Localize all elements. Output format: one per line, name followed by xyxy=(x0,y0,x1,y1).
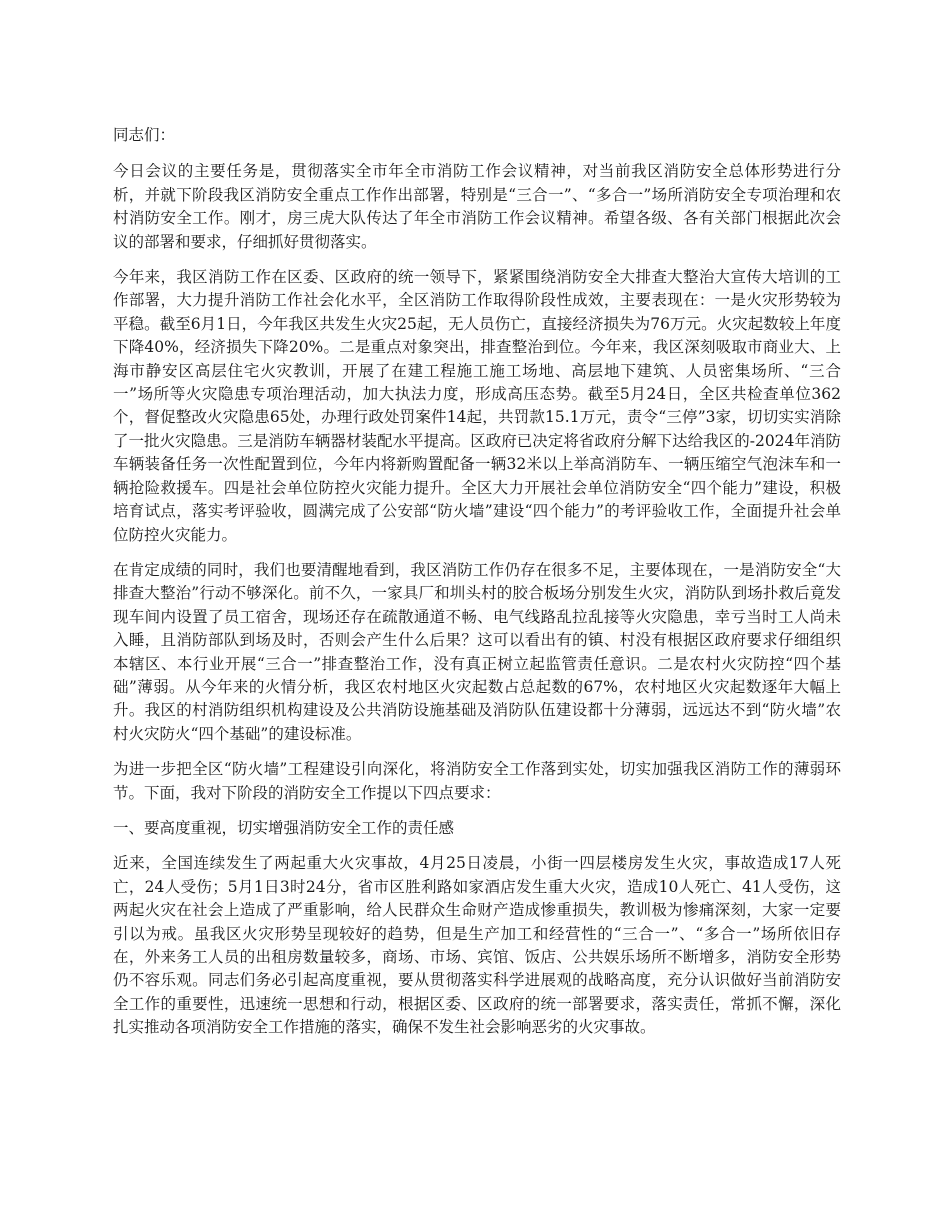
paragraph-recent-fires: 近来，全国连续发生了两起重大火灾事故，4月25日凌晨，小街一四层楼房发生火灾，事故造成17人死亡，24人受伤；5月1日3时24分，省市区胜利路如家酒店发生重大火灾，造成10人死亡、41人受伤，这两起火灾在社会上造成了严重影响，给人民群众生命财产造成惨重损失，教训极为惨痛深刻，大家一定要引以为戒。虽我区火灾形势呈现较好的趋势，但是生产加工和经营性的“三合一”、“多合一”场所依旧存在，外来务工人员的出租房数量较多，商场、市场、宾馆、饭店、公共娱乐场所不断增多，消防安全形势仍不容乐观。同志们务必引起高度重视，要从贯彻落实科学进展观的战略高度，充分认识做好当前消防安全工作的重要性，迅速统一思想和行动，根据区委、区政府的统一部署要求，落实责任，常抓不懈，深化扎实推动各项消防安全工作措施的落实，确保不发生社会影响恶劣的火灾事故。 xyxy=(113,854,841,1037)
paragraph-achievements: 今年来，我区消防工作在区委、区政府的统一领导下，紧紧围绕消防安全大排查大整治大宣传大培训的工作部署，大力提升消防工作社会化水平，全区消防工作取得阶段性成效，主要表现在：一是火灾形势较为平稳。截至6月1日，今年我区共发生火灾25起，无人员伤亡，直接经济损失为76万元。火灾起数较上年度下降40%，经济损失下降20%。二是重点对象突出，排查整治到位。今年来，我区深刻吸取市商业大、上海市静安区高层住宅火灾教训，开展了在建工程施工施工场地、高层地下建筑、人员密集场所、“三合一”场所等火灾隐患专项治理活动，加大执法力度，形成高压态势。截至5月24日，全区共检查单位362个，督促整改火灾隐患65处，办理行政处罚案件14起，共罚款15.1万元，责令“三停”3家，切切实实消除了一批火灾隐患。三是消防车辆器材装配水平提高。区政府已决定将省政府分解下达给我区的-2024年消防车辆装备任务一次性配置到位，今年内将新购置配备一辆32米以上举高消防车、一辆压缩空气泡沫车和一辆抢险救援车。四是社会单位防控火灾能力提升。全区大力开展社会单位消防安全“四个能力”建设，积极培育试点，落实考评验收，圆满完成了公安部“防火墙”建设“四个能力”的考评验收工作，全面提升社会单位防控火灾能力。 xyxy=(113,268,841,544)
paragraph-shortcomings: 在肯定成绩的同时，我们也要清醒地看到，我区消防工作仍存在很多不足，主要体现在，一是消防安全“大排查大整治”行动不够深化。前不久，一家具厂和圳头村的胶合板场分别发生火灾，消防队到场扑救后竟发现车间内设置了员工宿舍，现场还存在疏散通道不畅、电气线路乱拉乱接等火灾隐患，幸亏当时工人尚未入睡，且消防部队到场及时，否则会产生什么后果？这可以看出有的镇、村没有根据区政府要求仔细组织本辖区、本行业开展“三合一”排查整治工作，没有真正树立起监管责任意识。二是农村火灾防控“四个基础”薄弱。从今年来的火情分析，我区农村地区火灾起数占总起数的67%，农村地区火灾起数逐年大幅上升。我区的村消防组织机构建设及公共消防设施基础及消防队伍建设都十分薄弱，远远达不到“防火墙”农村火灾防火“四个基础”的建设标准。 xyxy=(113,560,841,743)
paragraph-requirements-intro: 为进一步把全区“防火墙”工程建设引向深化，将消防安全工作落到实处，切实加强我区消防工作的薄弱环节。下面，我对下阶段的消防安全工作提以下四点要求： xyxy=(113,760,841,802)
salutation: 同志们： xyxy=(113,126,176,144)
paragraph-meeting-tasks: 今日会议的主要任务是，贯彻落实全市年全市消防工作会议精神，对当前我区消防安全总体形势进行分析，并就下阶段我区消防安全重点工作作出部署，特别是“三合一”、“多合一”场所消防安全专项治理和农村消防安全工作。刚才，房三虎大队传达了年全市消防工作会议精神。希望各级、各有关部门根据此次会议的部署和要求，仔细抓好贯彻落实。 xyxy=(113,162,841,251)
section-heading-1: 一、要高度重视，切实增强消防安全工作的责任感 xyxy=(113,818,455,837)
document-body xyxy=(113,124,841,1052)
